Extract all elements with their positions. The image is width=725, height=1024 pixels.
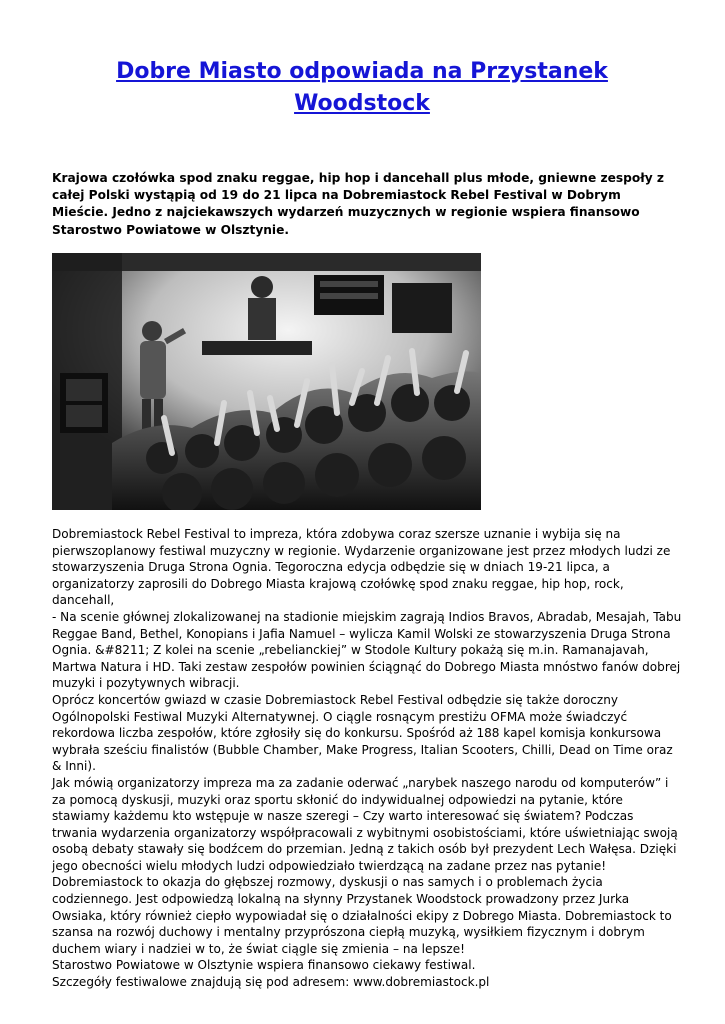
concert-photo-icon xyxy=(52,253,481,510)
article-body xyxy=(52,526,682,991)
paragraph: Oprócz koncertów gwiazd w czasie Dobremiastock Rebel Festival odbędzie się także doroczny Ogólnopolski Festiwal Muzyki Alternatywnej. O ciągle rosnącym prestiżu OFMA może świadczyć rekordowa liczba zespołów, które zgłosiły się do konkursu. Spośród aż 188 kapel komisja konkursowa wybrała sześciu finalistów (Bubble Chamber, Make Progress, Italian Scooters, Chilli, Dead on Time oraz & Inni). xyxy=(52,692,673,774)
paragraph: Starostwo Powiatowe w Olsztynie wspiera finansowo ciekawy festiwal. xyxy=(52,958,476,973)
article-title-link[interactable]: Dobre Miasto odpowiada na Przystanek Woodstock xyxy=(116,59,608,116)
paragraph: Szczegóły festiwalowe znajdują się pod adresem: www.dobremiastock.pl xyxy=(52,975,490,990)
article-title xyxy=(52,56,672,120)
paragraph: Jak mówią organizatorzy impreza ma za zadanie oderwać „narybek naszego narodu od komputerów” i za pomocą dyskusji, muzyki oraz sportu skłonić do indywidualnej odpowiedzi na pytanie, które stawiamy każdemu kto wstępuje w nasze szeregi – Czy warto interesować się światem? Podczas trwania wydarzenia organizatorzy współpracowali z wybitnymi osobistościami, które uświetniając swoją osobą debaty stawały się bodźcem do przemian. Jedną z takich osób był prezydent Lech Wałęsa. Dzięki jego obecności wielu młodych ludzi odpowiedziało twierdzącą na zadane przez nas pytanie! Dobremiastock to okazja do głębszej rozmowy, dyskusji o nas samych i o problemach życia codziennego. Jest odpowiedzą lokalną na słynny Przystanek Woodstock prowadzony przez Jurka Owsiaka, który również ciepło wypowiadał się o działalności ekipy z Dobrego Miasta. Dobremiastock to szansa na rozwój duchowy i mentalny przyprószona ciepłą muzyką, wysiłkiem fizycznym i dobrym duchem wiary i nadziei w to, że świat ciągle się zmienia – na lepsze! xyxy=(52,775,678,956)
article-lead: Krajowa czołówka spod znaku reggae, hip hop i dancehall plus młode, gniewne zespoły z całej Polski wystąpią od 19 do 21 lipca na Dobremiastock Rebel Festival w Dobrym Mieście. Jedno z najciekawszych wydarzeń muzycznych w regionie wspiera finansowo Starostwo Powiatowe w Olsztynie. xyxy=(52,171,665,237)
paragraph: - Na scenie głównej zlokalizowanej na stadionie miejskim zagrają Indios Bravos, Abradab, Mesajah, Tabu Reggae Band, Bethel, Konopians i Jafia Namuel – wylicza Kamil Wolski ze stowarzyszenia Druga Strona Ognia. &#8211; Z kolei na scenie „rebelianckiej” w Stodole Kultury pokażą się m.in. Ramanajavah, Martwa Natura i HD. Taki zestaw zespołów powinien ściągnąć do Dobrego Miasta mnóstwo fanów dobrej muzyki i pozytywnych wibracji. xyxy=(52,609,682,691)
paragraph: Dobremiastock Rebel Festival to impreza, która zdobywa coraz szersze uznanie i wybija się na pierwszoplanowy festiwal muzyczny w regionie. Wydarzenie organizowane jest przez młodych ludzi ze stowarzyszenia Druga Strona Ognia. Tegoroczna edycja odbędzie się w dniach 19-21 lipca, a organizatorzy zaprosili do Dobrego Miasta krajową czołówkę spod znaku reggae, hip hop, rock, dancehall, xyxy=(52,527,671,608)
